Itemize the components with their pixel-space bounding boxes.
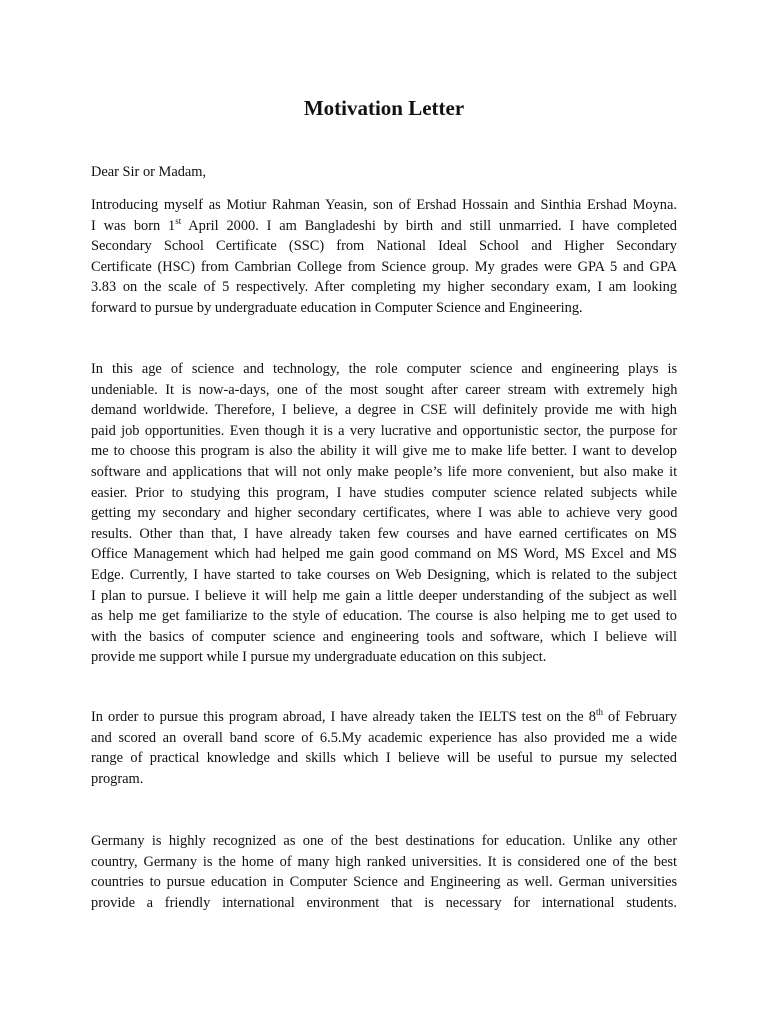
page-title: Motivation Letter bbox=[303, 96, 465, 120]
paragraph-line: range of practical knowledge and skills which I believe will be useful to pursue my selected bbox=[91, 750, 677, 767]
ordinal-suffix: th bbox=[595, 707, 603, 718]
paragraph-line: demand worldwide. Therefore, I believe, a degree in CSE will definitely provide me with high bbox=[91, 402, 677, 419]
paragraph-ielts bbox=[91, 707, 677, 789]
paragraph-line: In this age of science and technology, the role computer science and engineering plays is bbox=[91, 361, 678, 377]
paragraph-germany bbox=[91, 831, 677, 913]
paragraph-line: Edge. Currently, I have started to take courses on Web Designing, which is related to the subject bbox=[91, 566, 677, 583]
paragraph-line bbox=[91, 216, 677, 237]
paragraph-line: Secondary School Certificate (SSC) from National Ideal School and Higher Secondary bbox=[91, 238, 677, 255]
greeting-text: Dear Sir or Madam, bbox=[91, 164, 207, 180]
ielts-text-rest: of February bbox=[602, 709, 677, 725]
paragraph-line: program. bbox=[91, 770, 144, 787]
paragraph-line: me to choose this program is also the ability it will give me to make life better. I want to develop bbox=[91, 443, 677, 460]
paragraph-line: forward to pursue by undergraduate education in Computer Science and Engineering. bbox=[91, 299, 583, 316]
birth-text: I was born 1 bbox=[91, 217, 176, 234]
paragraph-line: software and applications that will not only make people’s life more convenient, but also make it bbox=[91, 463, 678, 480]
paragraph-line: and scored an overall band score of 6.5.My academic experience has also provided me a wide bbox=[91, 729, 677, 746]
paragraph-line: countries to pursue education in Computer Science and Engineering as well. German universities bbox=[91, 874, 678, 891]
paragraph-line: provide me support while I pursue my undergraduate education on this subject. bbox=[91, 649, 547, 666]
paragraph-line: country, Germany is the home of many high ranked universities. It is considered one of the best bbox=[91, 853, 677, 870]
paragraph-interest bbox=[91, 359, 677, 668]
paragraph-line: getting my secondary and higher secondary certificates, where I was able to achieve very good bbox=[91, 505, 678, 522]
ielts-text: In order to pursue this program abroad, I have already taken the IELTS test on the 8 bbox=[91, 709, 596, 725]
paragraph-line: provide a friendly international environment that is necessary for international students. bbox=[91, 894, 677, 911]
greeting bbox=[91, 162, 677, 183]
paragraph-line: Office Management which had helped me gain good command on MS Word, MS Excel and MS bbox=[91, 546, 678, 563]
paragraph-line: easier. Prior to studying this program, I have studies computer science related subjects while bbox=[91, 484, 677, 501]
paragraph-line: with the basics of computer science and engineering tools and software, which I believe will bbox=[91, 628, 677, 645]
paragraph-line: results. Other than that, I have already taken few courses and have earned certificates on MS bbox=[91, 525, 677, 542]
paragraph-line: undeniable. It is now-a-days, one of the most sought after career stream with extremely high bbox=[91, 381, 678, 398]
paragraph-line bbox=[91, 707, 677, 728]
paragraph-line: Certificate (HSC) from Cambrian College from Science group. My grades were GPA 5 and GPA bbox=[91, 258, 677, 275]
paragraph-line: as help me get familiarize to the style of education. The course is also helping me to get used to bbox=[91, 608, 677, 625]
paragraph-line: Introducing myself as Motiur Rahman Yeasin, son of Ershad Hossain and Sinthia Ershad Moyna. bbox=[91, 197, 677, 213]
ordinal-suffix: st bbox=[175, 215, 182, 226]
paragraph-line: Germany is highly recognized as one of the best destinations for education. Unlike any other bbox=[91, 833, 677, 849]
paragraph-line: paid job opportunities. Even though it is a very lucrative and opportunistic sector, the purpose for bbox=[91, 422, 678, 439]
paragraph-line: 3.83 on the scale of 5 respectively. After completing my higher secondary exam, I am looking bbox=[91, 279, 677, 296]
birth-text-rest: April 2000. I am Bangladeshi by birth and still unmarried. I have completed bbox=[181, 217, 677, 234]
paragraph-line: I plan to pursue. I believe it will help me gain a little deeper understanding of the subject as well bbox=[91, 587, 677, 604]
paragraph-introduction bbox=[91, 195, 677, 319]
